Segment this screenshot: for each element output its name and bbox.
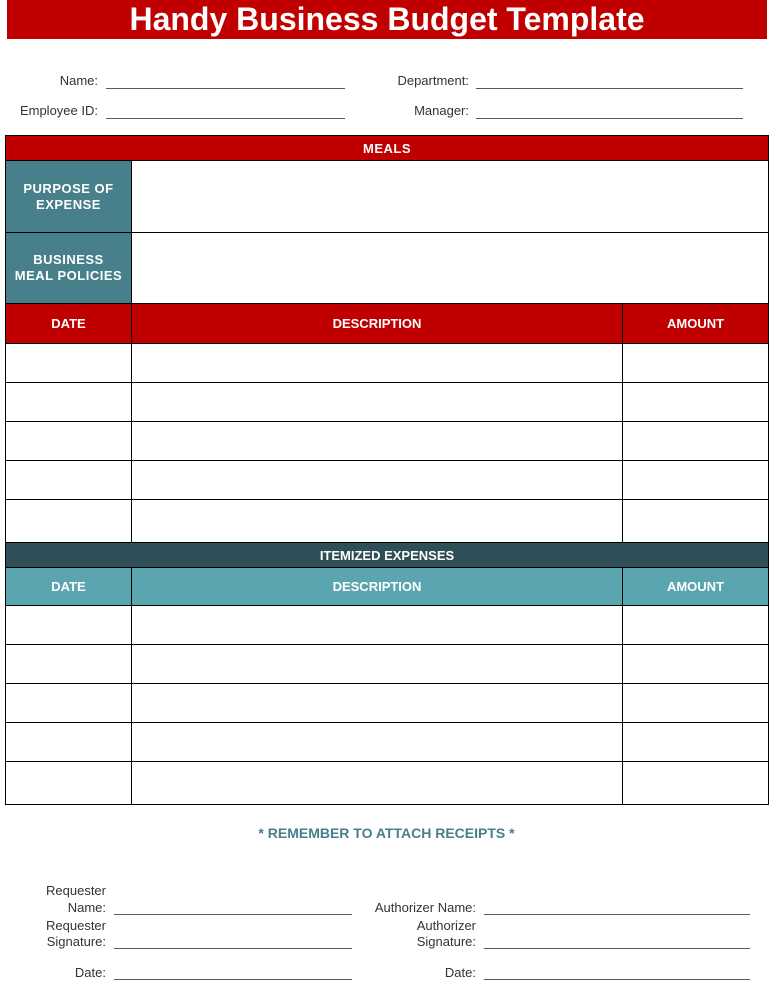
purpose-label-line-2: EXPENSE — [36, 196, 101, 212]
table-row — [6, 383, 769, 422]
requester-signature-label-1: Requester — [46, 918, 106, 933]
purpose-of-expense-label — [6, 161, 132, 233]
itemized-description-cell[interactable] — [132, 606, 623, 645]
itemized-amount-cell[interactable] — [623, 684, 769, 723]
authorizer-signature-field[interactable] — [484, 948, 750, 949]
itemized-date-cell[interactable] — [6, 684, 132, 723]
employee-id-field[interactable] — [106, 118, 345, 119]
name-label: Name: — [59, 73, 98, 88]
itemized-date-cell[interactable] — [6, 606, 132, 645]
table-row — [6, 684, 769, 723]
requester-signature-field[interactable] — [114, 948, 352, 949]
itemized-amount-cell[interactable] — [623, 762, 769, 805]
policies-label-line-1: BUSINESS — [33, 252, 104, 267]
meals-amount-cell[interactable] — [623, 461, 769, 500]
itemized-col-description: DESCRIPTION — [132, 568, 623, 606]
meal-policies-field[interactable] — [132, 233, 769, 304]
meals-date-cell[interactable] — [6, 422, 132, 461]
policies-label-line-2: MEAL POLICIES — [14, 268, 123, 283]
meals-description-cell[interactable] — [132, 344, 623, 383]
meals-col-amount: AMOUNT — [623, 304, 769, 344]
table-row — [6, 422, 769, 461]
meal-policies-label — [6, 233, 132, 304]
itemized-amount-cell[interactable] — [623, 606, 769, 645]
meals-col-date: DATE — [6, 304, 132, 344]
itemized-description-cell[interactable] — [132, 684, 623, 723]
meals-date-cell[interactable] — [6, 461, 132, 500]
itemized-date-cell[interactable] — [6, 762, 132, 805]
itemized-amount-cell[interactable] — [623, 645, 769, 684]
table-row — [6, 762, 769, 805]
table-row — [6, 606, 769, 645]
name-field[interactable] — [106, 88, 345, 89]
requester-name-label-1: Requester — [46, 883, 106, 898]
itemized-description-cell[interactable] — [132, 723, 623, 762]
department-label: Department: — [397, 73, 469, 88]
itemized-description-cell[interactable] — [132, 762, 623, 805]
meals-date-cell[interactable] — [6, 383, 132, 422]
attach-receipts-reminder: * REMEMBER TO ATTACH RECEIPTS * — [258, 825, 515, 841]
requester-name-label-2: Name: — [67, 900, 106, 915]
itemized-amount-cell[interactable] — [623, 723, 769, 762]
authorizer-signature-label-1: Authorizer — [416, 918, 476, 933]
meals-amount-cell[interactable] — [623, 344, 769, 383]
requester-signature-label-2: Signature: — [46, 934, 106, 949]
meals-col-description: DESCRIPTION — [132, 304, 623, 344]
meals-description-cell[interactable] — [132, 422, 623, 461]
requester-date-label: Date: — [74, 965, 106, 980]
manager-field[interactable] — [476, 118, 743, 119]
table-row — [6, 645, 769, 684]
itemized-date-cell[interactable] — [6, 723, 132, 762]
table-row — [6, 500, 769, 543]
meals-amount-cell[interactable] — [623, 422, 769, 461]
requester-name-field[interactable] — [114, 914, 352, 915]
meals-description-cell[interactable] — [132, 383, 623, 422]
department-field[interactable] — [476, 88, 743, 89]
page-title: Handy Business Budget Template — [7, 0, 767, 39]
authorizer-date-field[interactable] — [484, 979, 750, 980]
purpose-label-line-1: PURPOSE OF — [23, 180, 114, 196]
itemized-description-cell[interactable] — [132, 645, 623, 684]
meals-section-header: MEALS — [6, 136, 769, 161]
authorizer-signature-label-2: Signature: — [416, 934, 476, 949]
meals-amount-cell[interactable] — [623, 500, 769, 543]
authorizer-date-label: Date: — [444, 965, 476, 980]
manager-label: Manager: — [414, 103, 469, 118]
itemized-col-date: DATE — [6, 568, 132, 606]
meals-amount-cell[interactable] — [623, 383, 769, 422]
meals-table — [5, 135, 769, 543]
requester-date-field[interactable] — [114, 979, 352, 980]
meals-description-cell[interactable] — [132, 461, 623, 500]
meals-description-cell[interactable] — [132, 500, 623, 543]
itemized-col-amount: AMOUNT — [623, 568, 769, 606]
itemized-date-cell[interactable] — [6, 645, 132, 684]
table-row — [6, 723, 769, 762]
table-row — [6, 344, 769, 383]
authorizer-name-field[interactable] — [484, 914, 750, 915]
itemized-section-header: ITEMIZED EXPENSES — [6, 543, 769, 568]
employee-id-label: Employee ID: — [19, 103, 98, 118]
meals-date-cell[interactable] — [6, 344, 132, 383]
authorizer-name-label: Authorizer Name: — [374, 900, 476, 915]
table-row — [6, 461, 769, 500]
itemized-expenses-table — [5, 542, 769, 805]
meals-date-cell[interactable] — [6, 500, 132, 543]
purpose-of-expense-field[interactable] — [132, 161, 769, 233]
